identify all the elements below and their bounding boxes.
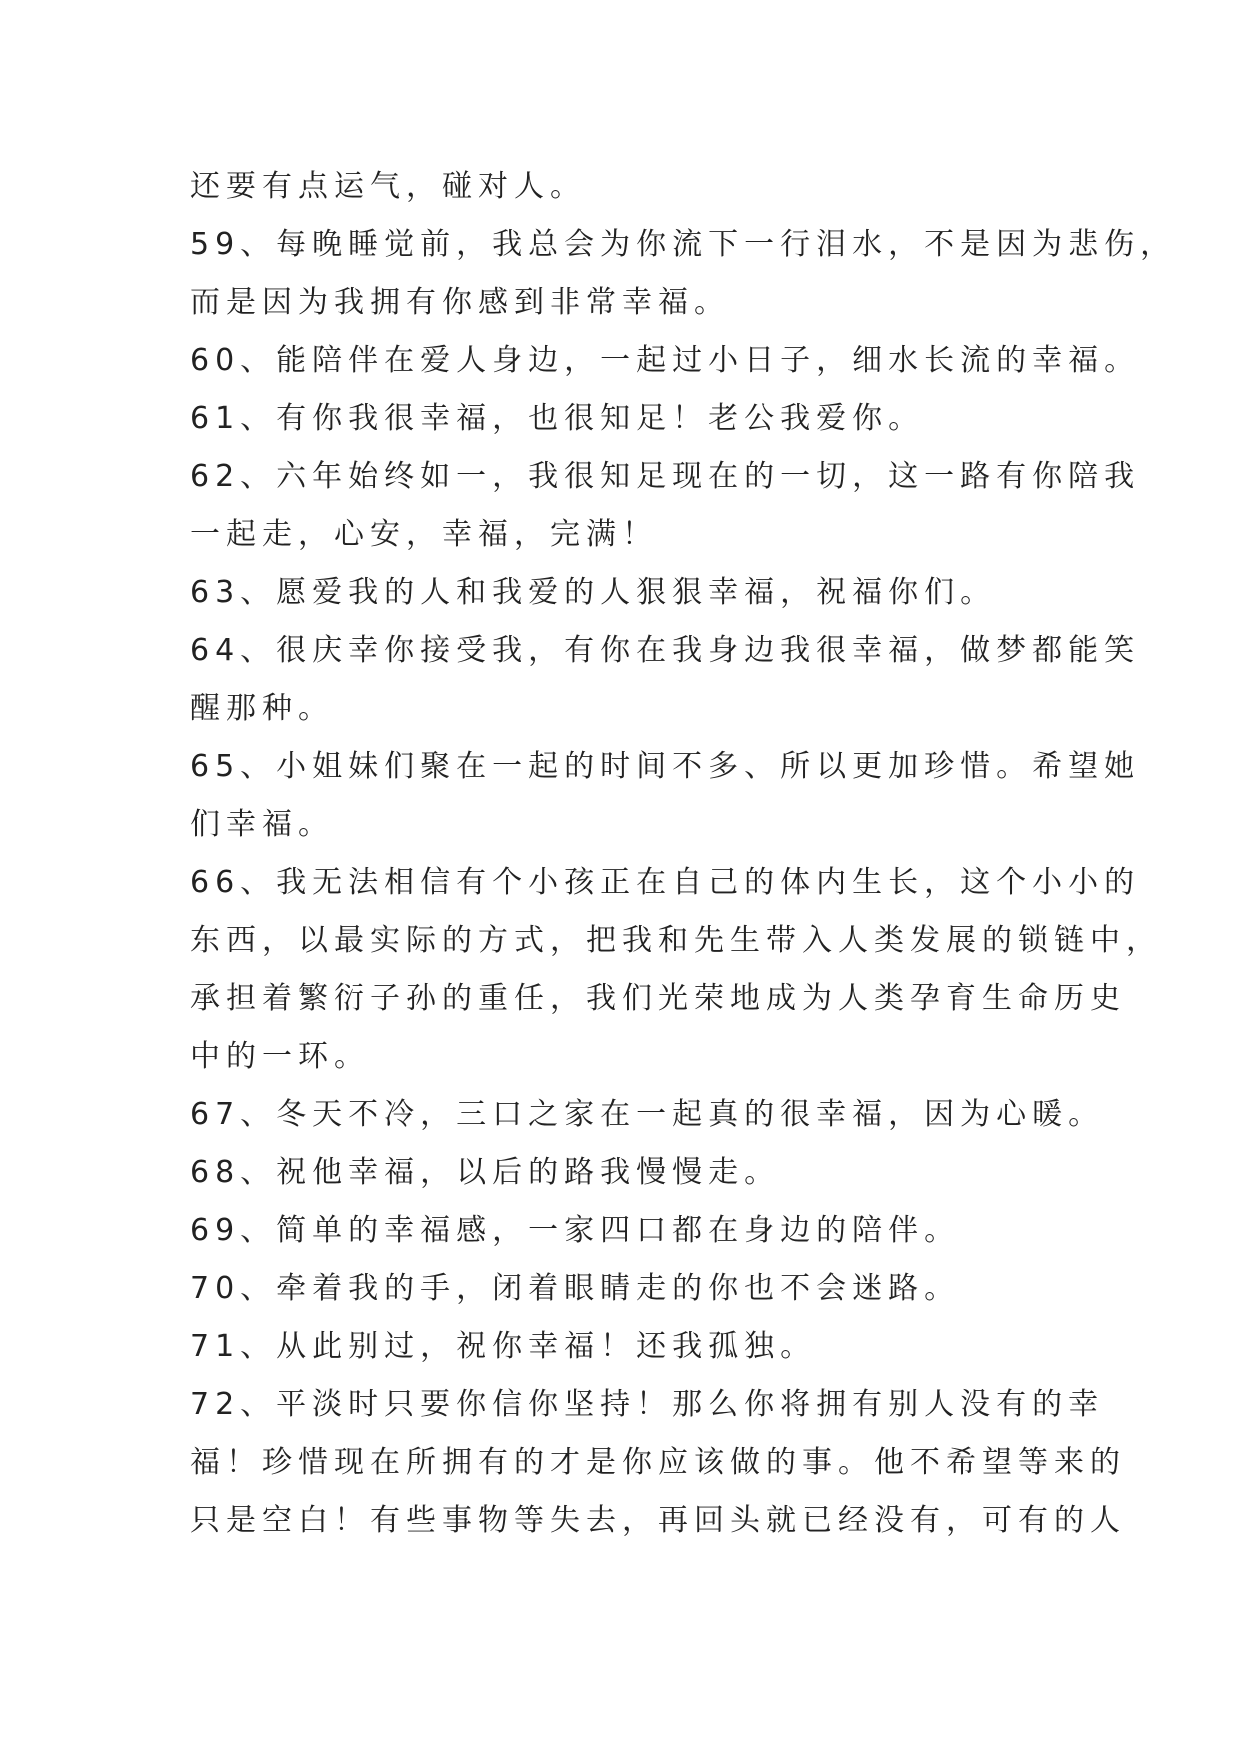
text-line: 60、能陪伴在爱人身边，一起过小日子，细水长流的幸福。 bbox=[190, 343, 1141, 378]
text-line: 还要有点运气，碰对人。 bbox=[190, 169, 586, 204]
text-line: 一起走，心安，幸福，完满！ bbox=[190, 517, 658, 552]
text-line: 醒那种。 bbox=[190, 691, 334, 726]
text-line: 71、从此别过，祝你幸福！还我孤独。 bbox=[190, 1329, 817, 1364]
text-line: 们幸福。 bbox=[190, 807, 334, 842]
text-line: 67、冬天不冷，三口之家在一起真的很幸福，因为心暖。 bbox=[190, 1097, 1105, 1132]
text-line: 69、简单的幸福感，一家四口都在身边的陪伴。 bbox=[190, 1213, 961, 1248]
text-line: 64、很庆幸你接受我，有你在我身边我很幸福，做梦都能笑 bbox=[190, 633, 1141, 668]
text-line: 61、有你我很幸福，也很知足！老公我爱你。 bbox=[190, 401, 925, 436]
text-line: 62、六年始终如一，我很知足现在的一切，这一路有你陪我 bbox=[190, 459, 1141, 494]
document-body bbox=[190, 158, 1177, 1550]
text-line: 70、牵着我的手，闭着眼睛走的你也不会迷路。 bbox=[190, 1271, 961, 1306]
text-line: 68、祝他幸福，以后的路我慢慢走。 bbox=[190, 1155, 781, 1190]
text-line: 63、愿爱我的人和我爱的人狠狠幸福，祝福你们。 bbox=[190, 575, 997, 610]
text-line: 东西，以最实际的方式，把我和先生带入人类发展的锁链中， bbox=[190, 923, 1162, 958]
text-line: 66、我无法相信有个小孩正在自己的体内生长，这个小小的 bbox=[190, 865, 1141, 900]
text-line: 65、小姐妹们聚在一起的时间不多、所以更加珍惜。希望她 bbox=[190, 749, 1141, 784]
text-line: 承担着繁衍子孙的重任，我们光荣地成为人类孕育生命历史 bbox=[190, 981, 1126, 1016]
text-line: 福！珍惜现在所拥有的才是你应该做的事。他不希望等来的 bbox=[190, 1445, 1126, 1480]
text-line: 72、平淡时只要你信你坚持！那么你将拥有别人没有的幸 bbox=[190, 1387, 1105, 1422]
text-line: 而是因为我拥有你感到非常幸福。 bbox=[190, 285, 730, 320]
text-line: 中的一环。 bbox=[190, 1039, 370, 1074]
text-line: 59、每晚睡觉前，我总会为你流下一行泪水，不是因为悲伤， bbox=[190, 227, 1177, 262]
text-line: 只是空白！有些事物等失去，再回头就已经没有，可有的人 bbox=[190, 1503, 1126, 1538]
